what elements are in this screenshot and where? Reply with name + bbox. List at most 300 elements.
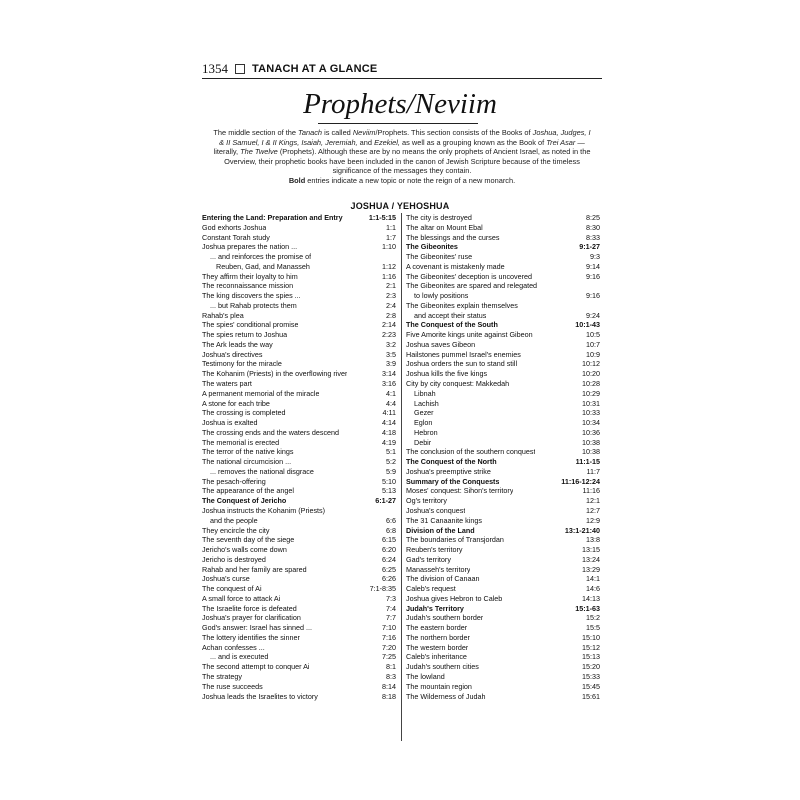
- index-entry-ref: 8:18: [382, 691, 396, 701]
- index-entry-text: The waters part: [202, 379, 252, 389]
- index-entry-ref: 4:14: [382, 418, 396, 428]
- index-entry-text: Og's territory: [406, 496, 447, 506]
- index-entry-text: Caleb's request: [406, 584, 456, 594]
- index-entry-ref: 2:23: [382, 330, 396, 340]
- index-entry-text: Hebron: [414, 427, 438, 437]
- index-row: [406, 633, 600, 643]
- index-entry-ref: 5:1: [386, 447, 396, 457]
- index-entry-text: The Kohanim (Priests) in the overflowing river: [202, 369, 348, 379]
- index-row: [406, 506, 600, 516]
- index-entry-text: and the people: [210, 515, 258, 525]
- index-entry-text: Judah's southern cities: [406, 662, 479, 672]
- index-entry-text: Manasseh's territory: [406, 564, 471, 574]
- index-row: [406, 682, 600, 692]
- index-entry-ref: 9:24: [586, 310, 600, 320]
- index-entry-text: The Conquest of Jericho: [202, 496, 287, 506]
- index-row: [202, 252, 396, 262]
- index-entry-text: The division of Canaan: [406, 574, 480, 584]
- index-entry-text: Joshua's directives: [202, 349, 263, 359]
- index-heading-row: [406, 320, 600, 330]
- intro-term: Tanach: [298, 128, 323, 137]
- running-header: [202, 61, 602, 77]
- index-heading-row: [406, 457, 600, 467]
- index-entry-ref: 4:11: [382, 408, 396, 418]
- index-entry-text: The Gibeonites explain themselves: [406, 300, 518, 310]
- index-row: [202, 233, 396, 243]
- left-index-column: [202, 213, 396, 701]
- index-row: [202, 281, 396, 291]
- index-row: [406, 213, 600, 223]
- index-row: [202, 584, 396, 594]
- intro-text: and: [357, 137, 375, 147]
- index-entry-ref: 13:24: [582, 554, 600, 564]
- intro-text: as well as a grouping known as the Book of: [399, 137, 547, 147]
- index-row: [406, 545, 600, 555]
- index-row: [202, 486, 396, 496]
- index-entry-ref: 1:12: [382, 261, 396, 271]
- index-heading-row: [406, 242, 600, 252]
- index-row: [406, 613, 600, 623]
- index-entry-text: The Conquest of the North: [406, 457, 497, 467]
- index-row: [202, 447, 396, 457]
- index-entry-text: The Gibeonites are spared and relegated: [406, 281, 538, 291]
- index-entry-text: The Gibeonites' ruse: [406, 252, 473, 262]
- index-row: [406, 574, 600, 584]
- index-row: [406, 447, 600, 457]
- index-entry-text: The national circumcision ...: [202, 457, 292, 467]
- index-entry-ref: 10:5: [586, 330, 600, 340]
- index-entry-ref: [596, 301, 600, 311]
- index-entry-text: God exhorts Joshua: [202, 222, 267, 232]
- index-entry-ref: 13:8: [586, 535, 600, 545]
- index-entry-text: A covenant is mistakenly made: [406, 261, 505, 271]
- index-row: [406, 223, 600, 233]
- index-entry-text: Reuben, Gad, and Manasseh: [216, 261, 310, 271]
- index-row: [202, 301, 396, 311]
- index-row: [202, 291, 396, 301]
- index-entry-ref: 15:20: [582, 662, 600, 672]
- index-row: [202, 389, 396, 399]
- index-entry-ref: 8:33: [586, 232, 600, 242]
- index-entry-ref: 1:1-5:15: [368, 213, 396, 222]
- index-entry-ref: [392, 506, 396, 516]
- index-heading-row: [406, 604, 600, 614]
- index-entry-ref: 10:29: [582, 388, 600, 398]
- index-entry-text: Division of the Land: [406, 525, 475, 535]
- index-row: [406, 623, 600, 633]
- index-entry-ref: 15:45: [582, 681, 600, 691]
- index-entry-ref: [596, 281, 600, 291]
- index-entry-text: The 31 Canaanite kings: [406, 515, 482, 525]
- index-row: [406, 584, 600, 594]
- intro-text: — literally,: [213, 137, 585, 157]
- index-row: [202, 408, 396, 418]
- index-heading-row: [202, 213, 396, 223]
- intro-book-list: Joshua, Judges, I & II Samuel, I & II Kings, Isaiah, Jeremiah,: [219, 128, 591, 147]
- index-entry-ref: 3:5: [386, 349, 396, 359]
- index-row: [202, 223, 396, 233]
- index-entry-ref: 3:9: [386, 359, 396, 369]
- index-row: [406, 311, 600, 321]
- intro-text: entries indicate a new topic or note the reign of a new monarch.: [305, 175, 516, 185]
- index-row: [406, 281, 600, 291]
- index-entry-text: The Conquest of the South: [406, 320, 498, 330]
- index-row: [406, 692, 600, 702]
- index-entry-text: Debir: [414, 437, 432, 447]
- index-entry-ref: 4:19: [382, 437, 396, 447]
- index-row: [202, 418, 396, 428]
- index-entry-text: ... and reinforces the promise of: [210, 252, 312, 262]
- index-entry-ref: 11:16-12:24: [561, 476, 600, 486]
- index-entry-ref: 9:16: [586, 291, 600, 301]
- index-entry-ref: [392, 252, 396, 262]
- index-entry-ref: 10:31: [582, 398, 600, 408]
- running-title: TANACH AT A GLANCE: [252, 63, 378, 75]
- index-entry-text: The conclusion of the southern conquest: [406, 447, 536, 457]
- index-entry-text: The eastern border: [406, 623, 468, 633]
- index-entry-ref: 10:38: [582, 447, 600, 457]
- index-entry-text: The pesach-offering: [202, 476, 266, 486]
- index-entry-text: The boundaries of Transjordan: [406, 535, 504, 545]
- index-entry-text: Gezer: [414, 408, 434, 418]
- index-entry-ref: 8:1: [386, 662, 396, 672]
- index-row: [202, 399, 396, 409]
- index-entry-ref: 4:4: [386, 398, 396, 408]
- index-row: [406, 672, 600, 682]
- index-entry-ref: 7:7: [386, 613, 396, 623]
- index-row: [202, 633, 396, 643]
- index-row: [406, 301, 600, 311]
- index-entry-text: They affirm their loyalty to him: [202, 271, 298, 281]
- index-entry-text: Five Amorite kings unite against Gibeon: [406, 330, 533, 340]
- index-entry-text: A permanent memorial of the miracle: [202, 388, 320, 398]
- index-entry-ref: 13:15: [582, 545, 600, 555]
- index-entry-ref: 3:2: [386, 339, 396, 349]
- index-entry-text: Hailstones pummel Israel's enemies: [406, 349, 521, 359]
- index-row: [202, 662, 396, 672]
- index-entry-ref: 6:8: [386, 525, 396, 535]
- index-entry-ref: 7:10: [382, 623, 396, 633]
- index-entry-ref: 1:1: [386, 222, 396, 232]
- index-row: [406, 438, 600, 448]
- index-row: [202, 555, 396, 565]
- index-entry-ref: 8:30: [586, 222, 600, 232]
- intro-term: Ezekiel,: [374, 137, 400, 147]
- intro-bold-word: Bold: [288, 175, 306, 185]
- index-entry-ref: 5:2: [386, 457, 396, 467]
- index-entry-text: Achan confesses ...: [202, 642, 265, 652]
- index-entry-ref: 10:38: [582, 437, 600, 447]
- index-entry-text: Eglon: [414, 418, 433, 428]
- index-entry-ref: 11:16: [582, 486, 600, 496]
- index-entry-text: ... but Rahab protects them: [210, 300, 297, 310]
- index-entry-ref: 4:1: [386, 388, 396, 398]
- index-entry-text: Gad's territory: [406, 554, 451, 564]
- index-entry-text: Joshua saves Gibeon: [406, 339, 476, 349]
- index-entry-ref: 12:1: [586, 496, 600, 506]
- title-underline: [318, 123, 478, 124]
- index-row: [202, 428, 396, 438]
- index-row: [202, 242, 396, 252]
- index-entry-text: ... removes the national disgrace: [210, 466, 314, 476]
- intro-term: Neviim: [352, 128, 376, 137]
- index-entry-text: The terror of the native kings: [202, 447, 294, 457]
- index-heading-row: [406, 526, 600, 536]
- index-entry-text: Caleb's inheritance: [406, 652, 467, 662]
- index-entry-text: Joshua's curse: [202, 574, 250, 584]
- index-entry-ref: 7:25: [382, 652, 396, 662]
- index-row: [406, 340, 600, 350]
- index-row: [202, 652, 396, 662]
- intro-text: is called: [322, 128, 353, 137]
- index-entry-text: The spies return to Joshua: [202, 330, 288, 340]
- index-entry-ref: 15:2: [586, 613, 600, 623]
- index-entry-ref: 10:7: [586, 339, 600, 349]
- section-title: JOSHUA / YEHOSHUA: [350, 201, 450, 211]
- index-entry-text: A small force to attack Ai: [202, 593, 281, 603]
- index-row: [406, 555, 600, 565]
- index-entry-text: God's answer: Israel has sinned ...: [202, 623, 313, 633]
- index-entry-ref: 10:1-43: [575, 320, 600, 330]
- index-row: [202, 330, 396, 340]
- index-entry-text: The northern border: [406, 632, 470, 642]
- index-entry-ref: 7:3: [386, 593, 396, 603]
- index-entry-ref: 10:33: [582, 408, 600, 418]
- index-row: [202, 272, 396, 282]
- index-entry-text: The second attempt to conquer Ai: [202, 662, 310, 672]
- index-entry-ref: 2:3: [386, 291, 396, 301]
- index-row: [202, 613, 396, 623]
- index-entry-ref: 13:29: [582, 564, 600, 574]
- index-entry-text: Joshua gives Hebron to Caleb: [406, 593, 503, 603]
- index-entry-ref: 6:15: [382, 535, 396, 545]
- index-entry-ref: 10:36: [582, 427, 600, 437]
- index-entry-ref: 7:1-8:35: [369, 584, 396, 594]
- index-entry-text: Joshua's preemptive strike: [406, 466, 491, 476]
- index-row: [202, 340, 396, 350]
- index-entry-ref: 10:20: [582, 369, 600, 379]
- index-entry-ref: 3:14: [382, 369, 396, 379]
- index-row: [202, 457, 396, 467]
- index-entry-text: Judah's southern border: [406, 613, 484, 623]
- index-row: [406, 399, 600, 409]
- index-entry-ref: 4:18: [382, 427, 396, 437]
- index-entry-text: The king discovers the spies ...: [202, 291, 301, 301]
- intro-paragraph: [210, 128, 594, 186]
- index-entry-ref: 14:6: [586, 584, 600, 594]
- index-entry-ref: 8:14: [382, 681, 396, 691]
- index-entry-ref: 7:20: [382, 642, 396, 652]
- index-entry-text: Joshua instructs the Kohanim (Priests): [202, 505, 326, 515]
- index-entry-text: and accept their status: [414, 310, 487, 320]
- index-entry-ref: 7:16: [382, 632, 396, 642]
- index-entry-text: Reuben's territory: [406, 545, 463, 555]
- index-row: [202, 692, 396, 702]
- index-entry-ref: 2:4: [386, 300, 396, 310]
- index-row: [202, 643, 396, 653]
- index-entry-ref: 10:9: [586, 349, 600, 359]
- index-entry-text: Jericho's walls come down: [202, 545, 287, 555]
- index-entry-text: Testimony for the miracle: [202, 359, 282, 369]
- index-row: [406, 330, 600, 340]
- index-row: [202, 262, 396, 272]
- index-entry-ref: 8:25: [586, 213, 600, 222]
- index-row: [202, 682, 396, 692]
- index-row: [406, 535, 600, 545]
- intro-text: The middle section of the: [213, 128, 299, 137]
- index-entry-text: Rahab and her family are spared: [202, 564, 307, 574]
- index-entry-text: Joshua orders the sun to stand still: [406, 359, 518, 369]
- index-entry-ref: 9:16: [586, 271, 600, 281]
- index-entry-text: Joshua is exalted: [202, 418, 258, 428]
- index-entry-text: The altar on Mount Ebal: [406, 222, 483, 232]
- index-entry-text: Lachish: [414, 398, 439, 408]
- index-entry-text: The Wilderness of Judah: [406, 691, 486, 701]
- index-entry-text: Constant Torah study: [202, 232, 270, 242]
- index-entry-text: The conquest of Ai: [202, 584, 262, 594]
- index-entry-text: They encircle the city: [202, 525, 270, 535]
- index-entry-ref: 6:25: [382, 564, 396, 574]
- index-entry-text: The western border: [406, 642, 469, 652]
- index-entry-text: The seventh day of the siege: [202, 535, 295, 545]
- index-row: [406, 379, 600, 389]
- index-row: [202, 594, 396, 604]
- index-row: [406, 496, 600, 506]
- page-number: 1354: [202, 61, 228, 76]
- index-entry-text: to lowly positions: [414, 291, 469, 301]
- index-row: [406, 291, 600, 301]
- index-entry-ref: 9:1-27: [579, 242, 600, 252]
- index-entry-text: ... and is executed: [210, 652, 269, 662]
- index-entry-text: The Israelite force is defeated: [202, 603, 297, 613]
- index-entry-ref: 5:10: [382, 476, 396, 486]
- index-row: [406, 643, 600, 653]
- index-entry-text: Jericho is destroyed: [202, 554, 266, 564]
- index-entry-text: Joshua prepares the nation ...: [202, 242, 298, 252]
- index-entry-text: Summary of the Conquests: [406, 476, 500, 486]
- index-entry-text: Joshua kills the five kings: [406, 369, 488, 379]
- square-bullet-icon: [235, 64, 245, 74]
- index-entry-ref: 1:7: [386, 232, 396, 242]
- index-entry-text: The reconnaissance mission: [202, 281, 294, 291]
- index-row: [202, 516, 396, 526]
- index-entry-text: The ruse succeeds: [202, 681, 263, 691]
- index-entry-text: The Gibeonites: [406, 242, 458, 252]
- index-entry-text: The mountain region: [406, 681, 472, 691]
- index-entry-ref: 6:24: [382, 554, 396, 564]
- index-row: [202, 545, 396, 555]
- index-row: [202, 359, 396, 369]
- index-entry-ref: 9:14: [586, 261, 600, 271]
- index-row: [202, 526, 396, 536]
- index-entry-ref: 15:33: [582, 671, 600, 681]
- index-entry-text: The blessings and the curses: [406, 232, 500, 242]
- intro-text: (Prophets). Although these are by no means the only prophets of Ancient Israel, as noted in the Overview, their prophetic books have been included in the canon of Jewish Scripture because of the timeless significance of the messages they contain.: [224, 147, 591, 176]
- index-entry-text: City by city conquest: Makkedah: [406, 379, 510, 389]
- index-entry-ref: 2:14: [382, 320, 396, 330]
- index-row: [406, 262, 600, 272]
- index-row: [406, 662, 600, 672]
- column-divider: [401, 213, 402, 741]
- page-title: Prophets/Neviim: [303, 88, 497, 120]
- index-entry-text: The crossing ends and the waters descend: [202, 427, 340, 437]
- index-heading-row: [202, 496, 396, 506]
- index-entry-ref: 11:1-15: [575, 457, 600, 467]
- index-row: [202, 369, 396, 379]
- index-entry-ref: 12:7: [586, 505, 600, 515]
- index-entry-ref: 15:13: [582, 652, 600, 662]
- index-row: [406, 359, 600, 369]
- index-entry-ref: 9:3: [590, 252, 600, 262]
- index-entry-text: Libnah: [414, 388, 436, 398]
- index-entry-ref: 15:10: [582, 632, 600, 642]
- index-entry-ref: 10:28: [582, 379, 600, 389]
- index-row: [202, 350, 396, 360]
- intro-text: /Prophets. This section consists of the Books of: [375, 128, 533, 137]
- index-entry-ref: 1:10: [382, 242, 396, 252]
- index-entry-text: The Ark leads the way: [202, 339, 273, 349]
- index-row: [202, 604, 396, 614]
- intro-term: The Twelve: [240, 147, 278, 157]
- index-entry-ref: 3:16: [382, 379, 396, 389]
- index-entry-ref: 5:9: [386, 466, 396, 476]
- index-entry-text: Entering the Land: Preparation and Entry: [202, 213, 343, 222]
- index-row: [202, 623, 396, 633]
- index-row: [406, 389, 600, 399]
- index-row: [202, 506, 396, 516]
- index-entry-ref: 1:16: [382, 271, 396, 281]
- index-row: [406, 252, 600, 262]
- index-entry-ref: 14:1: [586, 574, 600, 584]
- index-entry-ref: 11:7: [586, 466, 600, 476]
- index-entry-ref: 2:8: [386, 310, 396, 320]
- intro-term: Trei Asar: [546, 137, 576, 147]
- index-entry-text: The city is destroyed: [406, 213, 472, 222]
- index-row: [406, 272, 600, 282]
- index-row: [406, 652, 600, 662]
- index-entry-text: Joshua's conquest: [406, 505, 466, 515]
- header-rule: [202, 78, 602, 79]
- index-entry-ref: 10:34: [582, 418, 600, 428]
- index-entry-ref: 2:1: [386, 281, 396, 291]
- index-entry-ref: 6:6: [386, 515, 396, 525]
- index-row: [406, 418, 600, 428]
- index-row: [202, 311, 396, 321]
- index-row: [406, 565, 600, 575]
- index-entry-text: The memorial is erected: [202, 437, 280, 447]
- index-entry-text: Judah's Territory: [406, 603, 464, 613]
- index-entry-ref: 6:20: [382, 545, 396, 555]
- index-entry-ref: 5:13: [382, 486, 396, 496]
- index-entry-ref: 15:12: [582, 642, 600, 652]
- index-entry-text: Joshua leads the Israelites to victory: [202, 691, 318, 701]
- index-row: [406, 516, 600, 526]
- index-row: [202, 477, 396, 487]
- index-row: [202, 320, 396, 330]
- index-entry-ref: 6:1-27: [375, 496, 396, 506]
- index-row: [202, 565, 396, 575]
- index-entry-text: The lowland: [406, 671, 445, 681]
- index-entry-ref: 7:4: [386, 603, 396, 613]
- index-entry-text: The lottery identifies the sinner: [202, 632, 300, 642]
- index-entry-ref: 10:12: [582, 359, 600, 369]
- index-entry-ref: 15:1-63: [575, 603, 600, 613]
- index-row: [202, 535, 396, 545]
- index-row: [406, 350, 600, 360]
- index-row: [202, 379, 396, 389]
- index-entry-text: The crossing is completed: [202, 408, 286, 418]
- index-entry-ref: 12:9: [586, 515, 600, 525]
